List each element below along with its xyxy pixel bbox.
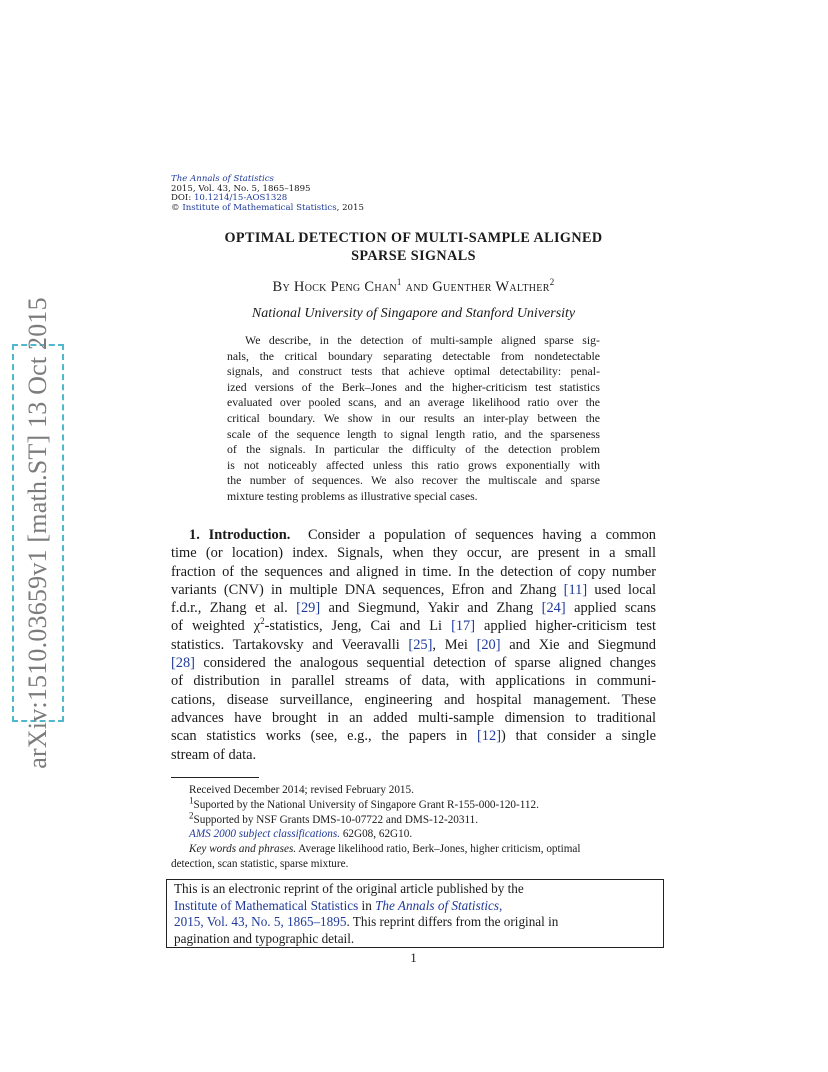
body-line: f.d.r., Zhang et al. [29] and Siegmund, Yakir and Zhang [24] applied scans <box>171 600 657 617</box>
citation-link[interactable]: [12] <box>477 728 501 745</box>
reprint-line-3: 2015, Vol. 43, No. 5, 1865–1895. This reprint differs from the original in <box>174 914 559 930</box>
title-line-2: SPARSE SIGNALS <box>351 248 476 264</box>
arxiv-stamp[interactable] <box>12 297 64 769</box>
body-line: fraction of the sequences and aligned in time. In the detection of copy number <box>171 563 656 580</box>
author-2: Guenther Walther <box>432 279 550 295</box>
body-line: 1. Introduction. Consider a population of sequences having a common <box>189 527 656 543</box>
reprint-line-4: pagination and typographic detail. <box>174 930 355 946</box>
citation-link[interactable]: [11] <box>563 581 588 598</box>
journal-link[interactable]: The Annals of Statistics <box>375 897 500 913</box>
footnotes <box>171 783 656 872</box>
citation-link[interactable]: [17] <box>451 618 476 635</box>
abstract-line: scale of the sequence length to signal length ratio, and the sparseness <box>227 426 600 441</box>
body-line: time (or location) index. Signals, when they occur, are present in a small <box>171 545 656 562</box>
abstract-line: nals, the critical boundary separating detectable from nondetectable <box>227 348 600 363</box>
keywords-continued: detection, scan statistic, sparse mixture. <box>171 857 349 870</box>
reprint-notice-box <box>166 879 664 948</box>
abstract-line: evaluated over pooled scans, and an average likelihood ratio over the <box>227 395 600 410</box>
doi-link[interactable]: 10.1214/15-AOS1328 <box>193 193 288 204</box>
copyright-year: , 2015 <box>336 202 364 213</box>
and-word: and <box>405 279 429 295</box>
body-line: cations, disease surveillance, engineering and hospital management. These <box>171 691 656 708</box>
volume-link[interactable]: 2015, Vol. 43, No. 5, 1865–1895 <box>174 914 347 930</box>
body-line: [28] considered the analogous sequential detection of sparse aligned changes <box>171 655 656 672</box>
citation-link[interactable]: [24] <box>541 600 566 617</box>
abstract <box>227 333 600 505</box>
copyright-symbol: © <box>171 202 180 213</box>
ims-link[interactable]: Institute of Mathematical Statistics <box>182 202 337 213</box>
body-line: advances have brought in an added multi-sample dimension to traditional <box>171 709 656 726</box>
footnote-1: $^1$Suported by the National University of Singapore Grant R-155-000-120-112. <box>189 795 539 811</box>
citation-link[interactable]: [29] <box>296 600 321 617</box>
abstract-line: the number of sequences. We also recover the multiscale and sparse <box>227 473 600 488</box>
ims-link[interactable]: Institute of Mathematical Statistics <box>174 897 359 913</box>
affiliation: National University of Singapore and Stanford University <box>251 306 576 321</box>
reprint-line-1: This is an electronic reprint of the original article published by the <box>174 881 524 896</box>
author-line <box>171 279 656 296</box>
body-line: variants (CNV) in multiple DNA sequences, Efron and Zhang [11] used local <box>171 581 656 598</box>
ams-link[interactable]: AMS 2000 subject classifications. <box>189 828 341 841</box>
footnote-2: $^2$Supported by NSF Grants DMS-10-07722 and DMS-12-20311. <box>189 809 479 826</box>
body-line: of distribution in parallel streams of data, with applications in communi- <box>171 673 656 690</box>
citation-link[interactable]: [28] <box>171 655 195 672</box>
arxiv-stamp-text: arXiv:1510.03659v1 [math.ST] 13 Oct 2015 <box>23 297 52 769</box>
introduction-section <box>171 526 656 764</box>
citation-link[interactable]: [20] <box>476 636 501 653</box>
citation-link[interactable]: [25] <box>408 636 433 653</box>
copyright-line <box>171 204 364 214</box>
author-2-footnote-mark: 2 <box>549 277 555 288</box>
journal-name-link[interactable]: The Annals of Statistics <box>171 174 274 184</box>
abstract-line: ized versions of the Berk–Jones and the higher-criticism test statistics <box>227 379 600 394</box>
journal-header <box>171 175 364 213</box>
title-line-1: OPTIMAL DETECTION OF MULTI-SAMPLE ALIGNED <box>224 230 603 246</box>
abstract-line: We describe, in the detection of multi-sample aligned sparse sig- <box>245 333 600 347</box>
paper-title <box>171 229 656 265</box>
ams-classification: AMS 2000 subject classifications. 62G08, 62G10. <box>189 828 413 841</box>
body-line: stream of data. <box>171 746 257 763</box>
doi-prefix: DOI: <box>171 193 194 204</box>
abstract-line: of the signals. In particular the difficulty of the detection problem <box>227 442 600 457</box>
body-line: statistics. Tartakovsky and Veeravalli [25], Mei [20] and Xie and Siegmund <box>171 636 656 653</box>
author-1-footnote-mark: 1 <box>396 277 402 288</box>
page-number: 1 <box>410 950 417 965</box>
abstract-line: mixture testing problems as illustrative special cases. <box>227 488 478 503</box>
volume-line: 2015, Vol. 43, No. 5, 1865–1895 <box>171 183 311 194</box>
abstract-line: signals, and construct tests that achieve optimal detectability: penal- <box>227 364 600 379</box>
section-heading: 1. Introduction. <box>189 527 291 543</box>
footnote-rule <box>171 777 259 778</box>
by-word: By <box>272 279 290 295</box>
body-line: of weighted $\chi^2$-statistics, Jeng, Cai and Li [17] applied higher-criticism test <box>171 616 656 635</box>
reprint-line-2: Institute of Mathematical Statistics in The Annals of Statistics, <box>174 897 503 913</box>
abstract-line: critical boundary. We show in our results an inter-play between the <box>227 410 600 425</box>
keywords: Key words and phrases. Average likelihood ratio, Berk–Jones, higher criticism, optimal <box>189 843 581 856</box>
abstract-line: is not noticeably affected unless this ratio grows exponentially with <box>227 457 600 472</box>
author-1: Hock Peng Chan <box>293 279 397 295</box>
body-line: scan statistics works (see, e.g., the papers in [12]) that consider a single <box>171 728 656 745</box>
received-dates: Received December 2014; revised February 2015. <box>189 784 414 796</box>
